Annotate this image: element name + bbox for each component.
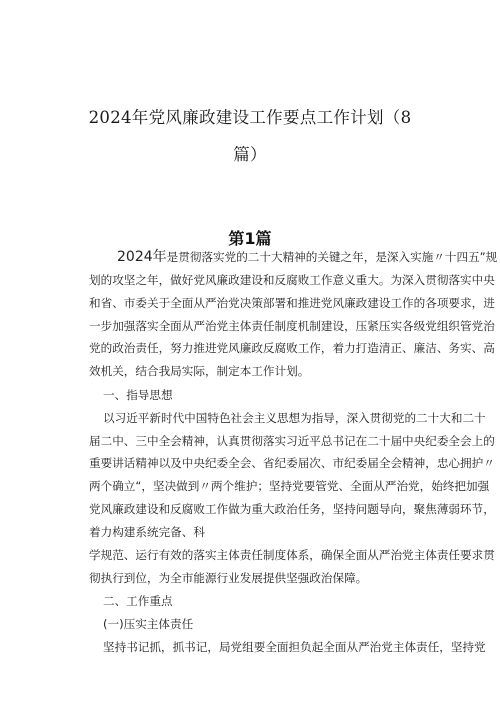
document-title-line-1: 2024年党风廉政建设工作要点工作计划（8 bbox=[88, 108, 412, 127]
intro-line-1-text: 是贯彻落实党的二十大精神的关键之年，是深入实施〃十四五”规 bbox=[166, 250, 498, 264]
section-title: 第1篇 bbox=[228, 229, 272, 248]
guiding-paragraph-line-5: 党风廉政建设和反腐败工作做为重大政治任务，坚持问题导向，聚焦薄弱环节， bbox=[89, 502, 495, 516]
guiding-paragraph-line-4: 两个确立“，坚决做到〃两个维护；坚持党要管党、全面从严治党，始终把加强 bbox=[89, 479, 490, 493]
document-title-line-2: 篇） bbox=[233, 145, 267, 164]
intro-paragraph-line-6: 效机关，结合我局实际，制定本工作计划。 bbox=[89, 364, 310, 378]
subheading-main-responsibility: (一)压实主体责任 bbox=[103, 617, 194, 631]
guiding-paragraph-line-1: 以习近平新时代中国特色社会主义思想为指导，深入贯彻党的二十大和二十 bbox=[103, 411, 486, 425]
guiding-paragraph-line-6: 着力构建系统完备、科 bbox=[89, 525, 205, 539]
intro-paragraph-line-2: 划的攻坚之年，做好党风廉政建设和反腐败工作意义重大。为深入贯彻落实中央 bbox=[89, 273, 495, 287]
responsibility-paragraph-line-1: 坚持书记抓，抓书记，局党组要全面担负起全面从严治党主体责任，坚持党 bbox=[103, 640, 486, 654]
intro-paragraph-line-5: 党的政治责任，努力推进党风廉政反腐败工作，着力打造清正、廉洁、务实、高 bbox=[89, 341, 495, 355]
guiding-paragraph-line-8: 彻执行到位，为全市能源行业发展提供坚强政治保障。 bbox=[89, 571, 368, 585]
guiding-paragraph-line-3: 重要讲话精神以及中央纪委全会、省纪委届次、市纪委届全会精神，忠心拥护〃 bbox=[89, 456, 495, 470]
intro-paragraph-line-3: 和省、市委关于全面从严治党决策部署和推进党风廉政建设工作的各项要求，进 bbox=[89, 296, 495, 310]
intro-paragraph-line-1 bbox=[117, 249, 498, 265]
intro-paragraph-line-4: 一步加强落实全面从严治党主体责任制度机制建设，压紧压实各级党组织管党治 bbox=[89, 319, 495, 333]
guiding-paragraph-line-7: 学规范、运行有效的落实主体责任制度体系，确保全面从严治党主体责任要求贯 bbox=[89, 548, 495, 562]
heading-work-focus: 二、工作重点 bbox=[103, 594, 173, 608]
guiding-paragraph-line-2: 届二中、三中全会精神，认真贯彻落实习近平总书记在二十届中央纪委全会上的 bbox=[89, 434, 495, 448]
heading-guiding-thought: 一、指导思想 bbox=[103, 388, 173, 402]
intro-lead-year: 2024年 bbox=[117, 249, 167, 265]
